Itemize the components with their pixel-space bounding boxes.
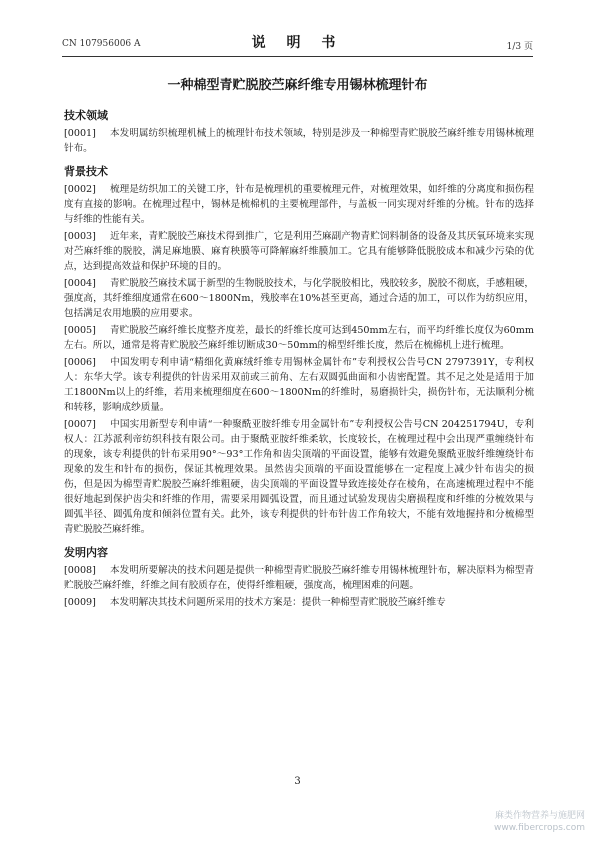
paragraph-text: 本发明解决其技术问题所采用的技术方案是：提供一种棉型青贮脱胶苎麻纤维专 xyxy=(109,597,446,608)
paragraph xyxy=(64,126,534,156)
paragraph-text: 青贮脱胶苎麻技术属于新型的生物脱胶技术，与化学脱胶相比，残胶较多，脱胶不彻底，手感粗硬，强度高，其纤维细度通常在600～1800Nm，残胶率在10%甚至更高，通过合适的加工，可以作为纺织应用，包括满足农用地膜的应用要求。 xyxy=(64,278,534,319)
page-number: 3 xyxy=(294,776,301,787)
document-title: 一种棉型青贮脱胶苎麻纤维专用锡林梳理针布 xyxy=(167,78,428,93)
paragraph-number: [0002] xyxy=(64,184,96,195)
section-heading: 发明内容 xyxy=(64,546,108,559)
paragraph xyxy=(64,276,534,321)
section-background xyxy=(64,164,534,537)
paragraph xyxy=(64,182,534,227)
paragraph xyxy=(64,563,534,593)
watermark xyxy=(494,810,585,834)
document-body xyxy=(64,108,534,618)
paragraph-number: [0005] xyxy=(64,325,96,336)
paragraph xyxy=(64,355,534,415)
document-number: CN 107956006 A xyxy=(62,39,141,49)
paragraph-text: 本发明属纺织梳理机械上的梳理针布技术领域，特别是涉及一种棉型青贮脱胶苎麻纤维专用锡林梳理针布。 xyxy=(64,128,534,154)
section-summary xyxy=(64,545,534,610)
watermark-site-name: 麻类作物营养与施肥网 xyxy=(494,811,585,821)
paragraph-text: 青贮脱胶苎麻纤维长度整齐度差，最长的纤维长度可达到450mm左右，而平均纤维长度仅为60mm左右。所以，通常是将青贮脱胶苎麻纤维切断成30～50mm的棉型纤维长度，然后在梳棉机上进行梳理。 xyxy=(64,325,534,351)
page-header xyxy=(62,30,533,58)
section-technical-field xyxy=(64,108,534,156)
paragraph-number: [0006] xyxy=(64,357,96,368)
paragraph-number: [0003] xyxy=(64,231,96,242)
paragraph-number: [0001] xyxy=(64,128,96,139)
paragraph-text: 梳理是纺织加工的关键工序，针布是梳理机的重要梳理元件，对梳理效果，如纤维的分离度和损伤程度有直接的影响。在梳理过程中，锡林是梳棉机的主要梳理部件，与盖板一同实现对纤维的分梳。针布的选择与纤维的性能有关。 xyxy=(64,184,534,225)
paragraph-number: [0009] xyxy=(64,597,96,608)
document-type: 说 明 书 xyxy=(251,35,344,51)
paragraph-text: 本发明所要解决的技术问题是提供一种棉型青贮脱胶苎麻纤维专用锡林梳理针布，解决原料为棉型青贮脱胶苎麻纤维，纤维之间有胶质存在，使得纤维粗硬，强度高，梳理困难的问题。 xyxy=(64,565,534,591)
paragraph-text: 中国实用新型专利申请“一种聚酰亚胺纤维专用金属针布”专利授权公告号CN 204251794U，专利权人：江苏派利帝纺织科技有限公司。由于聚酰亚胺纤维柔软，长度较长，在梳理过程中会出现严重缠绕针布的现象，该专利提供的针布采用90°～93°工作角和齿尖顶端的平面设置，能够有效避免聚酰亚胺纤维缠绕针布现象的发生和针布的损伤，保证其梳理效果。虽然齿尖顶端的平面设置能够在一定程度上减少针布齿尖的损伤，但是因为棉型青贮脱胶苎麻纤维粗硬，齿尖顶端的平面设置导致连接处存在棱角，在高速梳理过程中不能很好地起到保护齿尖和纤维的作用，需要采用圆弧设置，而且通过试验发现齿尖磨损程度和纤维的分梳效果与圆弧半径、圆弧角度和倾斜位置有关。此外，该专利提供的针布针齿工作角较大，不能有效地握持和分梳棉型青贮脱胶苎麻纤维。 xyxy=(64,419,534,535)
paragraph-text: 近年来，青贮脱胶苎麻技术得到推广，它是利用苎麻副产物青贮饲料制备的设备及其厌氧环境来实现对苎麻纤维的脱胶，满足麻地膜、麻育秧膜等可降解麻纤维膜加工。它具有能够降低脱胶成本和减少污染的优点，达到提高效益和保护环境的目的。 xyxy=(64,231,534,272)
section-heading: 技术领域 xyxy=(64,109,108,122)
paragraph-number: [0008] xyxy=(64,565,96,576)
paragraph xyxy=(64,595,534,610)
page-info: 1/3 页 xyxy=(506,42,533,52)
section-heading: 背景技术 xyxy=(64,165,108,178)
header-rule xyxy=(62,56,533,57)
paragraph xyxy=(64,229,534,274)
paragraph-text: 中国发明专利申请“精细化黄麻绒纤维专用锡林金属针布”专利授权公告号CN 2797391Y，专利权人：东华大学。该专利提供的针齿采用双前或三前角、左右双圆弧曲面和小齿密配置。其不足之处是适用于加工1800Nm以上的纤维，若用来梳理细度在600～1800Nm的纤维时，易磨损针尖，损伤针布，无法顺利分梳和转移，影响成纱质量。 xyxy=(64,357,534,413)
paragraph xyxy=(64,417,534,537)
paragraph-number: [0007] xyxy=(64,419,96,430)
watermark-url: www.fibercrops.com xyxy=(494,823,585,833)
paragraph-number: [0004] xyxy=(64,278,96,289)
paragraph xyxy=(64,323,534,353)
